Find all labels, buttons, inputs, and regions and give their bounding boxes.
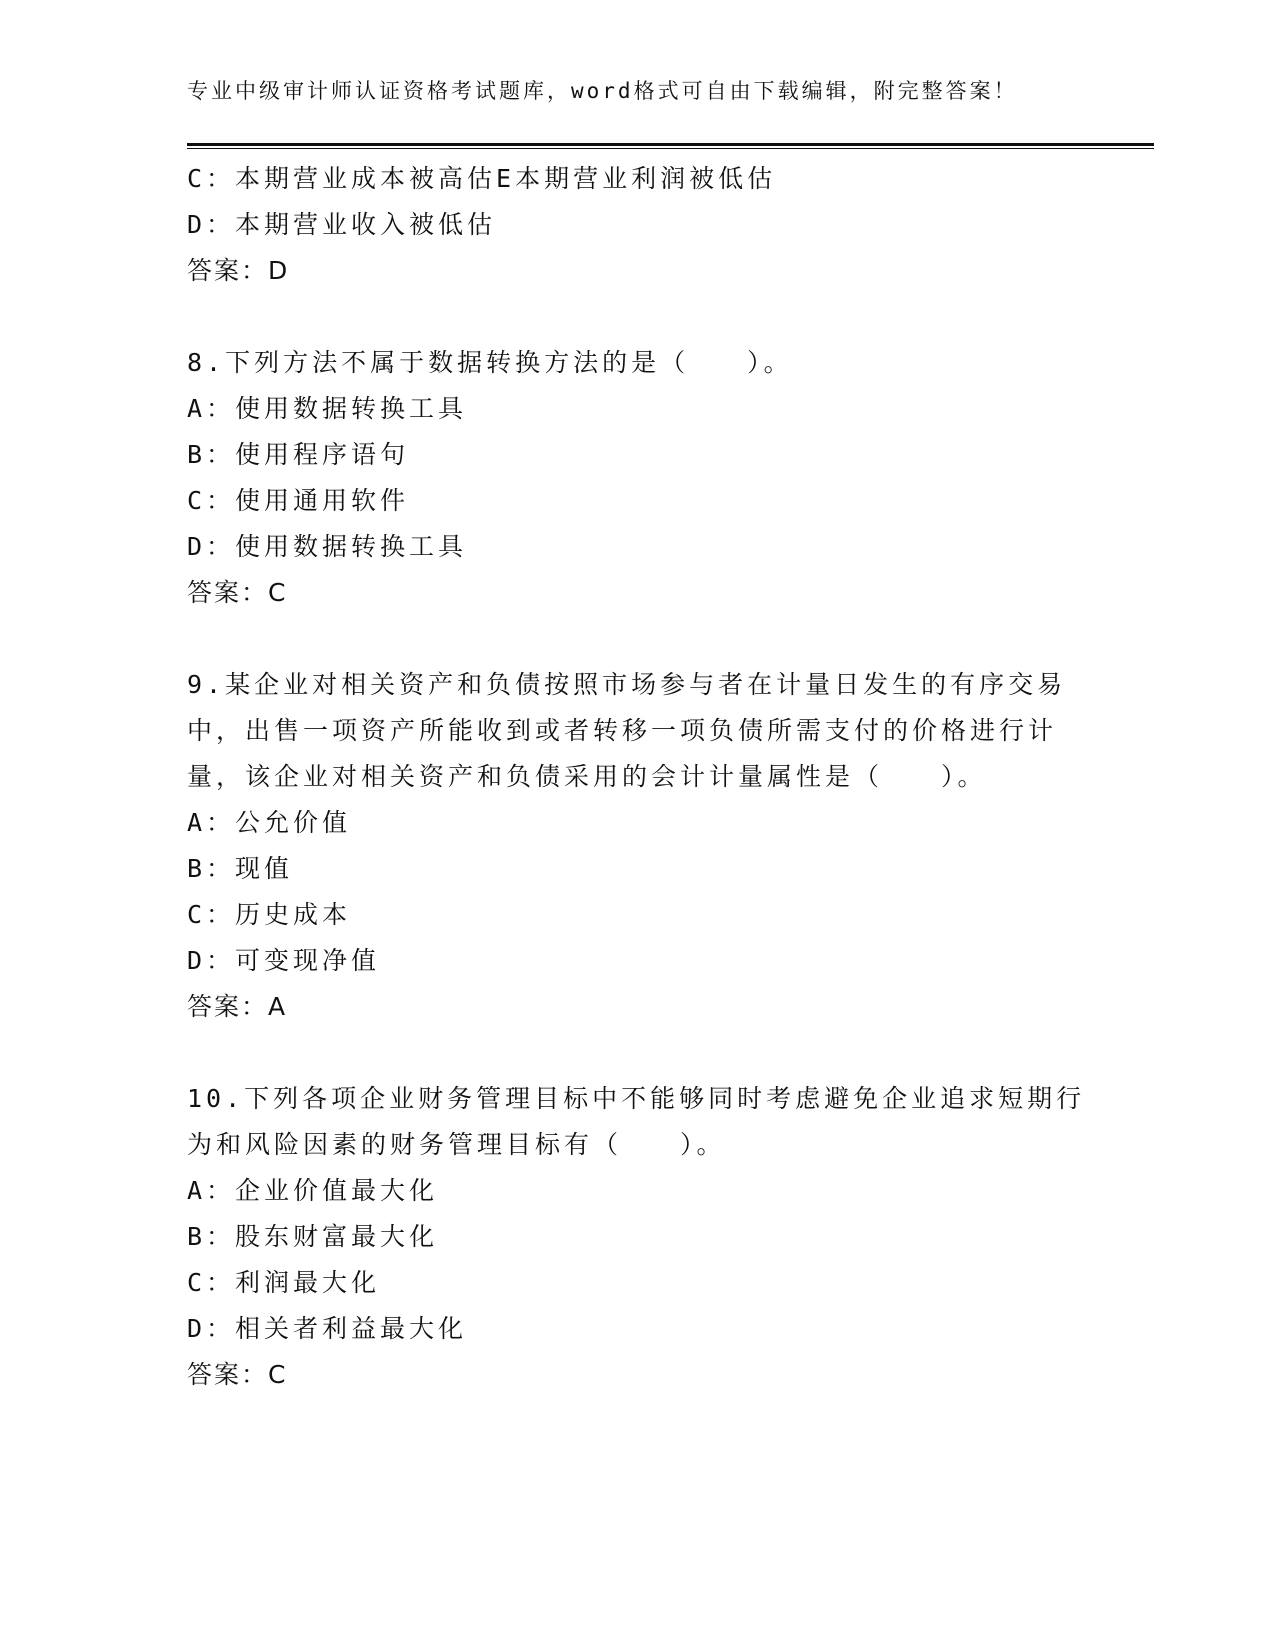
question-stem: 8.下列方法不属于数据转换方法的是（ ）。 (187, 348, 793, 377)
option-d: D：本期营业收入被低估 (187, 210, 497, 239)
option-c: C：本期营业成本被高估E本期营业利润被低估 (187, 164, 777, 193)
continued-question (187, 156, 1087, 294)
page-header: 专业中级审计师认证资格考试题库，word格式可自由下载编辑，附完整答案！ (187, 79, 1018, 103)
option-a: A：企业价值最大化 (187, 1176, 439, 1205)
option-c: C：利润最大化 (187, 1268, 381, 1297)
spacer (187, 1030, 1087, 1076)
header-divider-thick (187, 143, 1154, 146)
answer: 答案：D (187, 256, 290, 285)
question-stem: 为和风险因素的财务管理目标有（ ）。 (187, 1130, 726, 1159)
option-d: D：相关者利益最大化 (187, 1314, 468, 1343)
question-stem: 10.下列各项企业财务管理目标中不能够同时考虑避免企业追求短期行 (187, 1084, 1086, 1113)
option-a: A：公允价值 (187, 808, 352, 837)
question-stem: 量，该企业对相关资产和负债采用的会计计量属性是（ ）。 (187, 762, 987, 791)
option-b: B：股东财富最大化 (187, 1222, 439, 1251)
question-9 (187, 662, 1087, 1030)
question-10 (187, 1076, 1087, 1398)
option-c: C：历史成本 (187, 900, 352, 929)
question-stem: 中，出售一项资产所能收到或者转移一项负债所需支付的价格进行计 (187, 716, 1058, 745)
question-content (187, 156, 1087, 1398)
option-c: C：使用通用软件 (187, 486, 410, 515)
option-b: B：使用程序语句 (187, 440, 410, 469)
option-d: D：使用数据转换工具 (187, 532, 468, 561)
spacer (187, 294, 1087, 340)
option-b: B：现值 (187, 854, 294, 883)
option-d: D：可变现净值 (187, 946, 381, 975)
question-8 (187, 340, 1087, 616)
option-a: A：使用数据转换工具 (187, 394, 468, 423)
answer: 答案：C (187, 1360, 288, 1389)
question-stem: 9.某企业对相关资产和负债按照市场参与者在计量日发生的有序交易 (187, 670, 1067, 699)
header-divider-thin (187, 148, 1154, 149)
spacer (187, 616, 1087, 662)
answer: 答案：C (187, 578, 288, 607)
answer: 答案：A (187, 992, 288, 1021)
